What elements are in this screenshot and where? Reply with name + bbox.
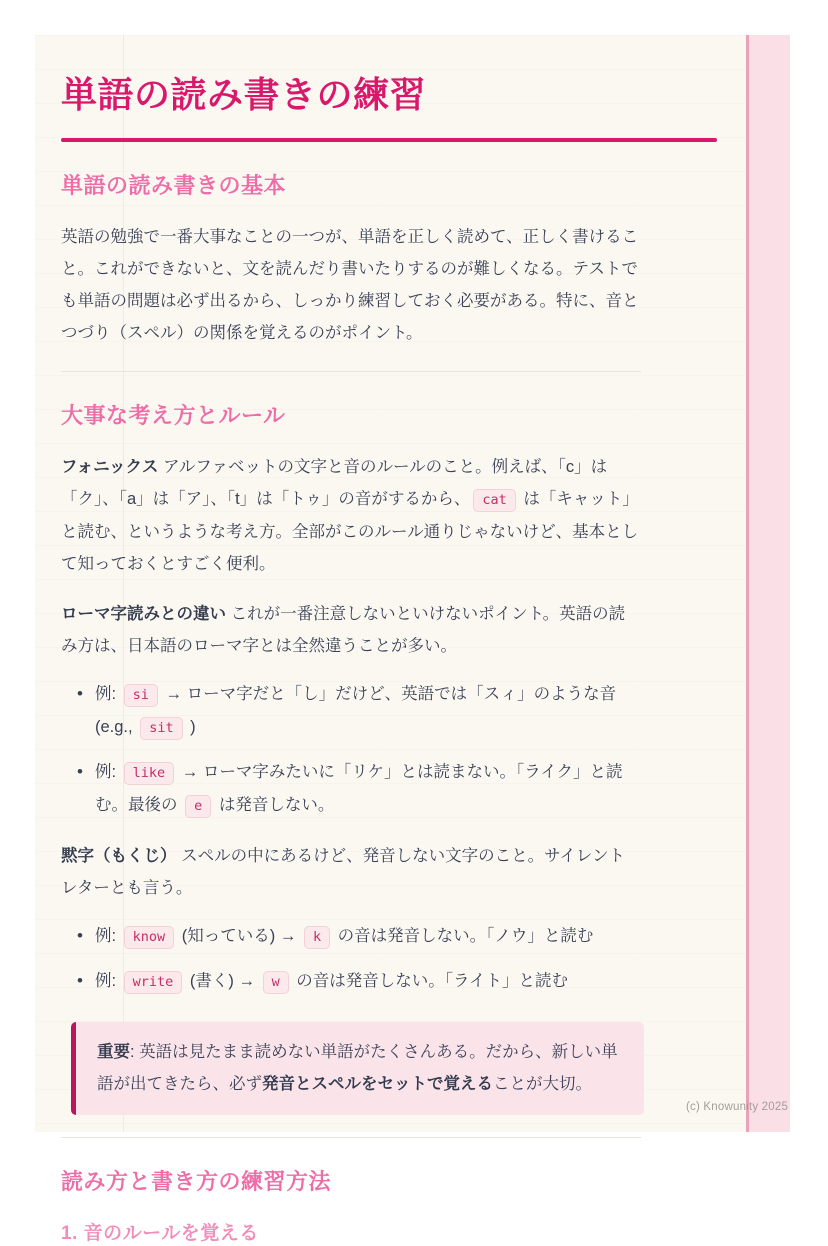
list-item: • 例: know (知っている) → k の音は発音しない。「ノウ」と読む: [95, 920, 641, 953]
bold-text: 発音とスペルをセットで覚える: [262, 1075, 493, 1093]
bullet-list-romaji: [61, 678, 641, 822]
bold-text: ローマ字読みとの違い: [61, 605, 226, 623]
code-badge: cat: [473, 489, 515, 512]
code-badge: w: [263, 971, 289, 994]
important-callout: [71, 1022, 644, 1115]
code-badge: like: [124, 762, 175, 785]
document-card: [35, 35, 790, 1244]
title-rule: [61, 138, 717, 142]
paragraph-silent-letters: 黙字（もくじ） スペルの中にあるけど、発音しない文字のこと。サイレントレターとも言う。: [61, 847, 626, 897]
code-badge: e: [185, 795, 211, 818]
code-badge: sit: [140, 717, 182, 740]
callout-text: 重要: 英語は見たまま読めない単語がたくさんある。だから、新しい単語が出てきたら、必ず発音とスペルをセットで覚えることが大切。: [97, 1043, 618, 1093]
section-heading-basics: 単語の読み書きの基本: [61, 173, 287, 198]
bold-text: フォニックス: [61, 458, 159, 476]
bullet-list-silent: [61, 920, 641, 998]
bold-text: 黙字（もくじ）: [61, 847, 177, 865]
document-content: [61, 35, 641, 1246]
paragraph-intro: 英語の勉強で一番大事なことの一つが、単語を正しく読めて、正しく書けること。これができないと、文を読んだり書いたりするのが難しくなる。テストでも単語の問題は必ず出るから、しっかり練習しておく必要がある。特に、音とつづり（スペル）の関係を覚えるのがポイント。: [61, 228, 639, 342]
code-badge: si: [124, 684, 158, 707]
bold-text: 重要: [97, 1043, 130, 1061]
section-divider: [61, 1137, 641, 1138]
page-title: 単語の読み書きの練習: [61, 74, 427, 115]
section-divider: [61, 371, 641, 372]
footer-copyright: (c) Knowunity 2025: [686, 1101, 789, 1113]
code-badge: write: [124, 971, 183, 994]
paragraph-romaji: ローマ字読みとの違い これが一番注意しないといけないポイント。英語の読み方は、日本語のローマ字とは全然違うことが多い。: [61, 605, 626, 655]
subsection-heading-sound-rules: 1. 音のルールを覚える: [61, 1223, 259, 1244]
code-badge: k: [304, 926, 330, 949]
code-badge: know: [124, 926, 175, 949]
list-item: • 例: si → ローマ字だと「し」だけど、英語では「スィ」のような音 (e.g., sit ): [95, 678, 641, 744]
paragraph-phonics: フォニックス アルファベットの文字と音のルールのこと。例えば、「c」は「ク」、「a」は「ア」、「t」は「トゥ」の音がするから、 cat は「キャット」と読む、というような考え方。全部がこのルール通りじゃないけど、基本として知っておくとすごく便利。: [61, 458, 639, 573]
list-item: • 例: write (書く) → w の音は発音しない。「ライト」と読む: [95, 965, 641, 998]
section-heading-rules: 大事な考え方とルール: [61, 403, 286, 428]
list-item: • 例: like → ローマ字みたいに「リケ」とは読まない。「ライク」と読む。最後の e は発音しない。: [95, 756, 641, 822]
side-strip: [746, 35, 790, 1132]
section-heading-practice: 読み方と書き方の練習方法: [61, 1169, 332, 1194]
